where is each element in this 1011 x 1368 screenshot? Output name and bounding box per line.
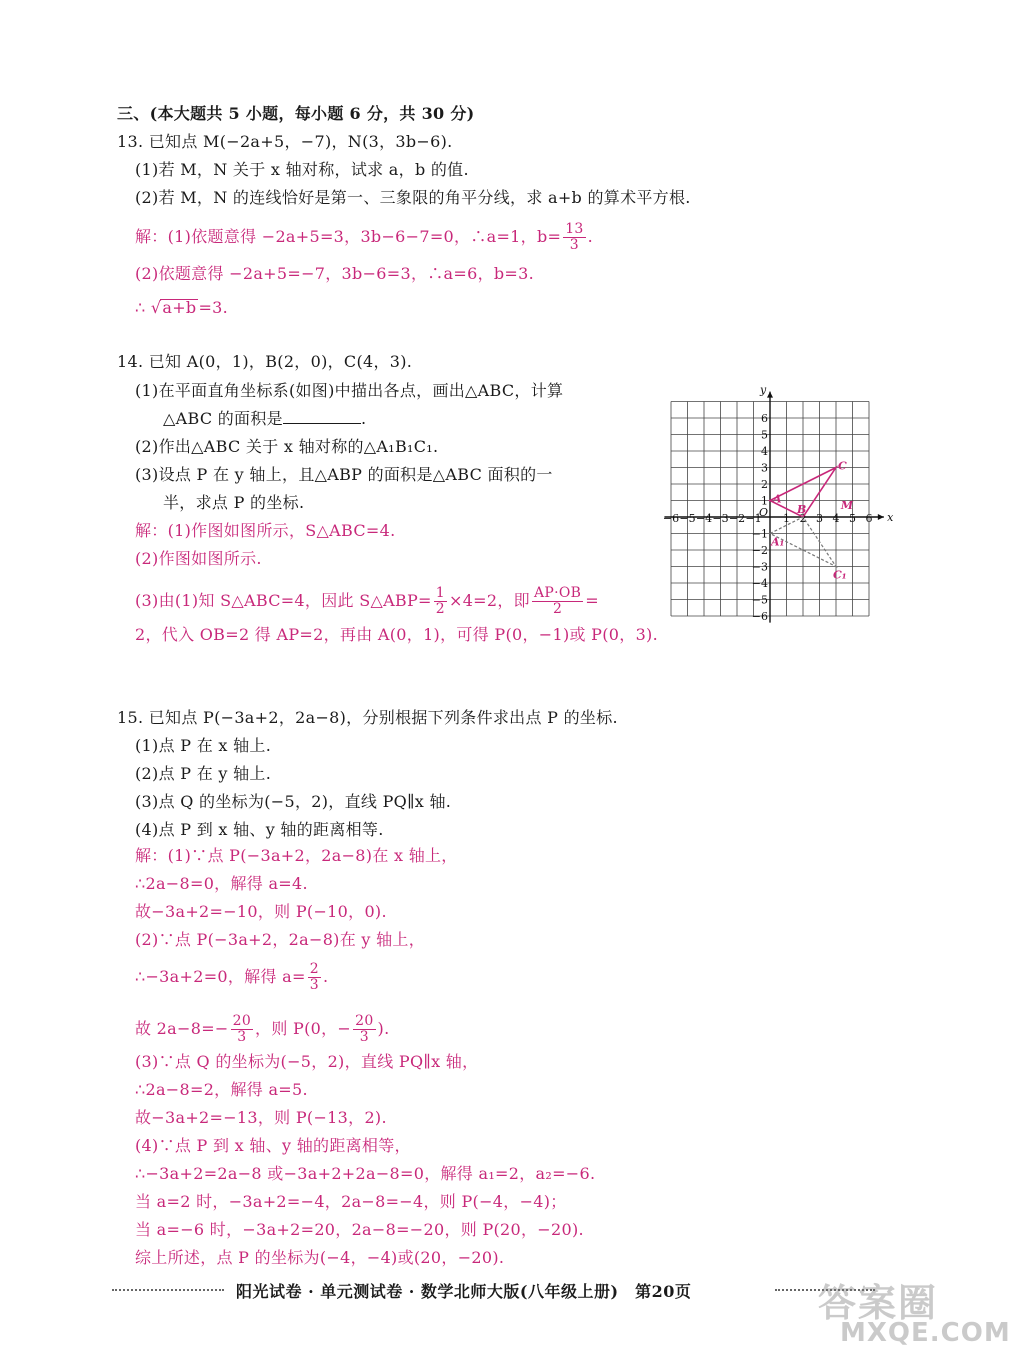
q14-stem: 14. 已知 A(0，1)，B(2，0)，C(4，3). xyxy=(117,352,413,371)
x-tick-label: −5 xyxy=(679,512,696,525)
q14-answer-2: (2)作图如图所示. xyxy=(135,549,262,568)
coordinate-grid xyxy=(655,383,895,623)
label-C: C xyxy=(838,459,847,473)
q15-stem: 15. 已知点 P(−3a+2，2a−8)，分别根据下列条件求出点 P 的坐标. xyxy=(117,708,618,727)
y-tick-label: 2 xyxy=(761,478,768,491)
q13-part1: (1)若 M，N 关于 x 轴对称，试求 a，b 的值. xyxy=(135,160,469,179)
q15-solution-10: (4)∵点 P 到 x 轴、y 轴的距离相等， xyxy=(135,1136,411,1155)
y-tick-label: 4 xyxy=(761,445,768,458)
q15-solution-2: ∴2a−8=0，解得 a=4. xyxy=(135,874,308,893)
y-tick-label: −4 xyxy=(751,577,768,590)
q13-answer-1: 解：(1)依题意得 −2a+5=3，3b−6−7=0，∴a=1，b= $\frac{13}{3}$ . xyxy=(135,221,594,253)
q15-solution-5: ∴−3a+2=0，解得 a= $\frac{2}{3}$ . xyxy=(135,961,329,993)
x-tick-label: −6 xyxy=(662,512,680,525)
label-A: A xyxy=(773,492,782,506)
x-tick-label: −1 xyxy=(745,512,762,525)
x-tick-label: 5 xyxy=(849,512,856,525)
y-axis-arrow xyxy=(767,392,773,398)
answer-blank xyxy=(283,409,361,424)
q15-part2: (2)点 P 在 y 轴上. xyxy=(135,764,272,783)
y-tick-label: 1 xyxy=(761,494,768,508)
q14-part1: (1)在平面直角坐标系(如图)中描出各点，画出△ABC，计算 xyxy=(135,381,564,400)
label-M: M xyxy=(840,498,854,512)
q15-solution-4: (2)∵点 P(−3a+2，2a−8)在 y 轴上， xyxy=(135,930,426,949)
x-tick-label: 1 xyxy=(783,512,790,525)
watermark-line2: MXQE.COM xyxy=(840,1318,1011,1348)
q14-part2: (2)作出△ABC 关于 x 轴对称的△A₁B₁C₁. xyxy=(135,437,439,456)
x-axis-arrow xyxy=(878,514,884,520)
y-tick-label: −3 xyxy=(751,560,768,574)
x-axis-label: x xyxy=(887,511,894,524)
label-C1: C₁ xyxy=(833,568,847,582)
q15-solution-14: 综上所述，点 P 的坐标为(−4，−4)或(20，−20). xyxy=(135,1248,505,1267)
footer-text: 阳光试卷 · 单元测试卷 · 数学北师大版(八年级上册) 第20页 xyxy=(236,1282,692,1301)
q15-part3: (3)点 Q 的坐标为(−5，2)，直线 PQ∥x 轴. xyxy=(135,792,452,811)
q15-solution-1: 解：(1)∵点 P(−3a+2，2a−8)在 x 轴上， xyxy=(135,846,458,865)
sqrt-sign: √ xyxy=(150,298,162,317)
y-tick-label: 6 xyxy=(761,412,768,425)
x-tick-label: −4 xyxy=(695,512,713,525)
q15-solution-13: 当 a=−6 时，−3a+2=20，2a−8=−20，则 P(20，−20). xyxy=(135,1220,584,1239)
section-title: 三、(本大题共 5 小题，每小题 6 分，共 30 分) xyxy=(117,104,475,123)
q15-part4: (4)点 P 到 x 轴、y 轴的距离相等. xyxy=(135,820,384,839)
q15-solution-8: ∴2a−8=2，解得 a=5. xyxy=(135,1080,308,1099)
watermark-logo xyxy=(810,1270,1011,1360)
y-tick-label: −6 xyxy=(751,610,768,623)
q15-solution-12: 当 a=2 时，−3a+2=−4，2a−8=−4，则 P(−4，−4)； xyxy=(135,1192,567,1211)
y-tick-label: 5 xyxy=(761,428,768,442)
q14-answer-3: (3)由(1)知 S△ABC=4，因此 S△ABP= $\frac{1}{2}$ ×4=2，即 $\frac{AP\cdot OB}{2}$ = xyxy=(135,585,599,617)
label-A1: A₁ xyxy=(771,535,785,549)
q15-solution-6: 故 2a−8=− $\frac{20}{3}$ ，则 P(0，− $\frac{20}{3}$ ). xyxy=(135,1013,390,1045)
x-tick-label: 6 xyxy=(865,512,873,525)
y-axis-label: y xyxy=(760,383,767,397)
q15-part1: (1)点 P 在 x 轴上. xyxy=(135,736,272,755)
q15-solution-3: 故−3a+2=−10，则 P(−10，0). xyxy=(135,902,387,921)
footer-dots-left xyxy=(112,1289,224,1291)
q14-part1-cont: △ABC 的面积是 . xyxy=(163,409,367,428)
x-tick-label: −3 xyxy=(712,512,729,525)
y-tick-label: −2 xyxy=(751,544,768,557)
x-tick-label: 3 xyxy=(816,512,823,525)
y-tick-label: −5 xyxy=(751,593,768,607)
q14-part3-cont: 半，求点 P 的坐标. xyxy=(163,493,305,512)
x-tick-label: 2 xyxy=(799,512,807,525)
q13-answer-2: (2)依题意得 −2a+5=−7，3b−6=3，∴a=6，b=3. xyxy=(135,264,534,283)
y-tick-label: −1 xyxy=(751,527,768,541)
y-tick-label: 3 xyxy=(761,461,768,475)
q15-solution-7: (3)∵点 Q 的坐标为(−5，2)，直线 PQ∥x 轴， xyxy=(135,1052,479,1071)
q14-answer-1: 解：(1)作图如图所示，S△ABC=4. xyxy=(135,521,396,540)
label-B: B xyxy=(797,503,807,516)
watermark-line1: 答案圈 xyxy=(818,1281,939,1325)
q14-part3: (3)设点 P 在 y 轴上，且△ABP 的面积是△ABC 面积的一 xyxy=(135,465,553,484)
q14-answer-4: 2，代入 OB=2 得 AP=2，再由 A(0，1)，可得 P(0，−1)或 P(0，3). xyxy=(135,625,658,644)
origin-label: O xyxy=(759,506,769,519)
q13-answer-3: ∴ √a+b =3. xyxy=(135,298,229,317)
x-tick-label: −2 xyxy=(728,512,746,525)
x-tick-label: 4 xyxy=(832,512,840,525)
q13-part2: (2)若 M，N 的连线恰好是第一、三象限的角平分线，求 a+b 的算术平方根. xyxy=(135,188,691,207)
q13-stem: 13. 已知点 M(−2a+5，−7)，N(3，3b−6). xyxy=(117,132,453,151)
q15-solution-11: ∴−3a+2=2a−8 或−3a+2+2a−8=0，解得 a₁=2，a₂=−6. xyxy=(135,1164,596,1183)
q15-solution-9: 故−3a+2=−13，则 P(−13，2). xyxy=(135,1108,387,1127)
